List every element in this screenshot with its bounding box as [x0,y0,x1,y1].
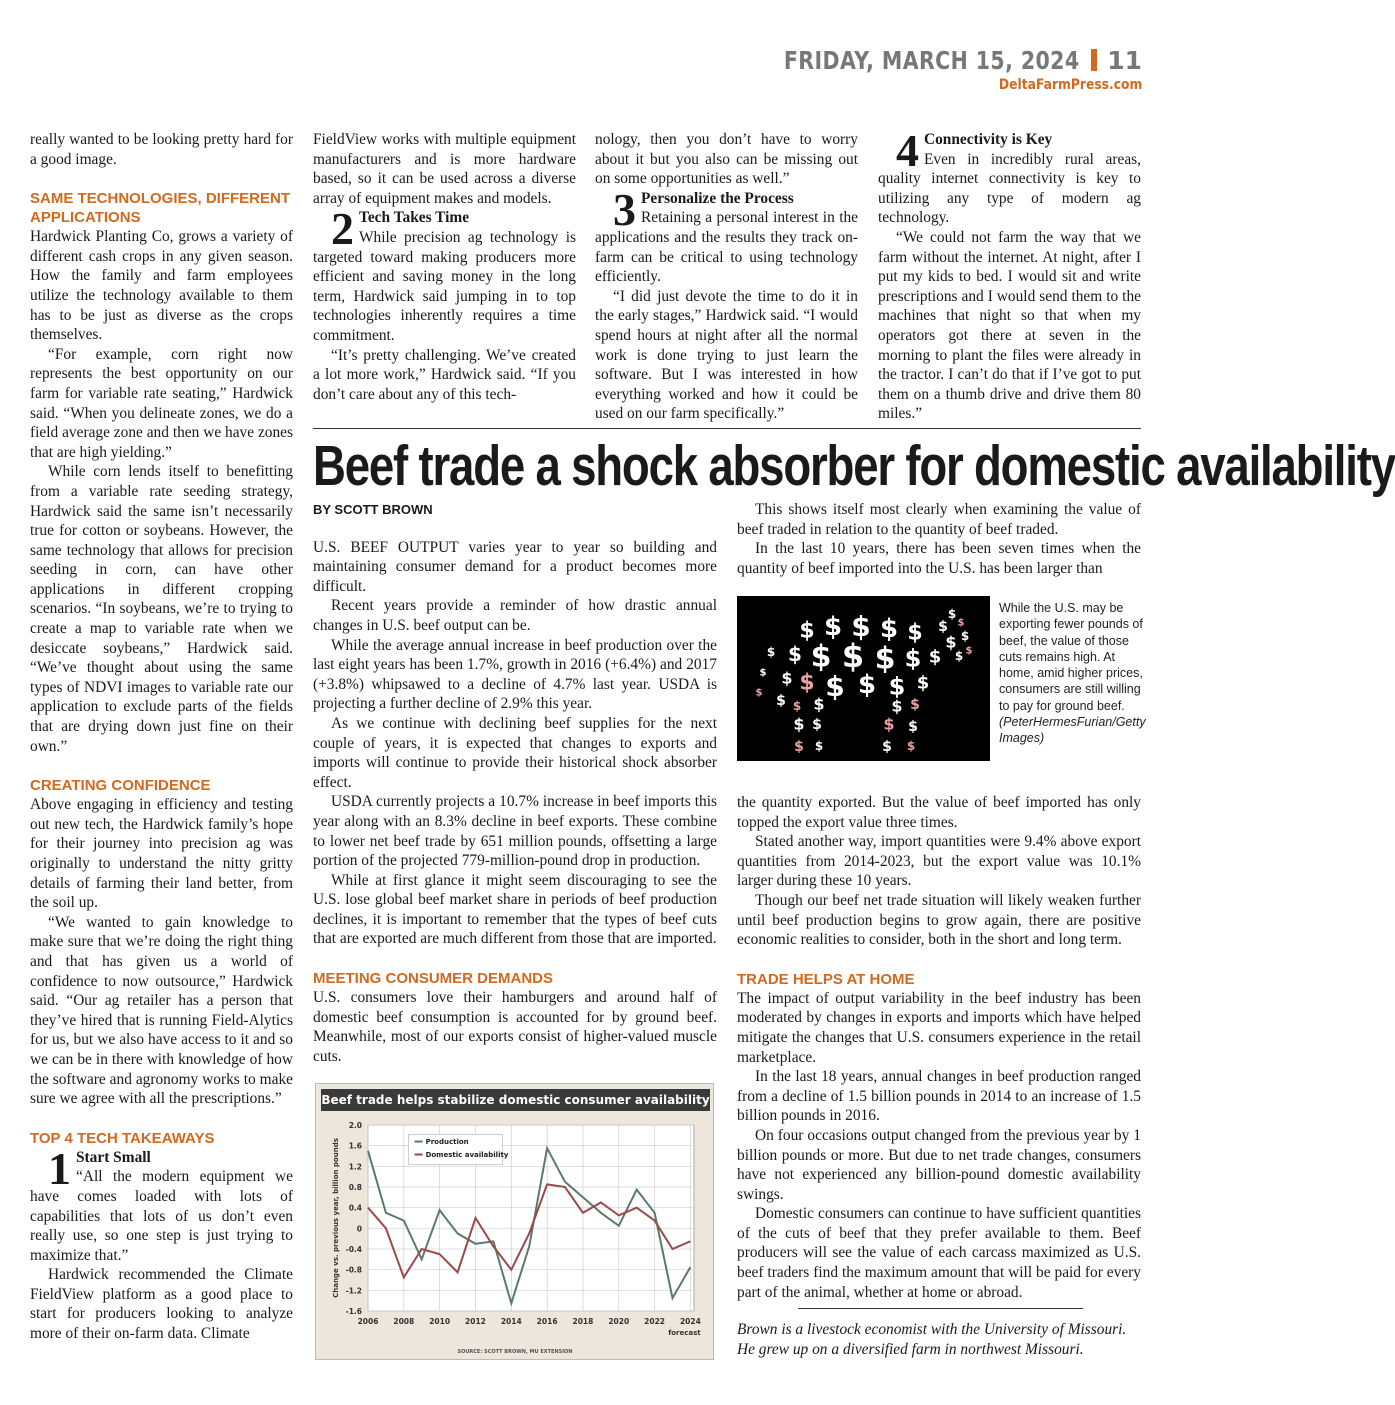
dollar-sign-icon: $ [954,649,964,664]
article-column-right [737,793,1141,1302]
dollar-sign-icon: $ [904,644,922,673]
dollar-sign-icon: $ [891,696,903,716]
dollar-sign-icon: $ [888,672,906,701]
section-heading: TOP 4 TECH TAKEAWAYS [30,1129,215,1147]
dollar-sign-icon: $ [957,617,965,629]
takeaway-2 [313,203,576,345]
takeaway-number: 4 [896,125,919,176]
column-3 [595,130,858,424]
y-tick-label: 0.8 [348,1183,362,1192]
takeaway-title: Start Small [76,1148,151,1166]
y-tick-label: -1.6 [345,1307,362,1316]
paragraph: “We could not farm the way that we farm without the internet. At night, after I put my kids to bed. I would sit and write prescriptions and I would send them to the machines that night so that when my operators got there at seven in the morning to plant the files were already in the tractor. I can’t do that if I’ve got to put them on a thumb drive and drive them 80 miles.” [878,228,1141,423]
dollar-sign-icon: $ [825,669,845,703]
dollar-sign-icon: $ [882,738,892,755]
paragraph: the quantity exported. But the value of beef imported has only topped the export value three times. [737,794,1141,831]
chart-source: SOURCE: SCOTT BROWN, MU EXTENSION [457,1349,573,1355]
section-heading: SAME TECHNOLOGIES, DIFFERENT APPLICATIONS [30,190,291,227]
dollar-sign-icon: $ [938,618,948,635]
dollar-sign-icon: $ [812,716,822,733]
article-column-left [313,500,717,1066]
chart-plot [316,1111,715,1361]
column-2 [313,130,576,404]
takeaway-1 [30,1142,293,1266]
x-tick-label: 2022 [644,1317,666,1326]
y-tick-label: -0.8 [345,1265,362,1275]
dollar-sign-icon: $ [910,696,920,713]
column-1 [30,130,293,1344]
photo-credit: (PeterHermesFurian/Getty Images) [999,715,1146,746]
paragraph: Though our beef net trade situation will likely weaken further until beef production begins to grow again, there are positive economic realities to consider, both in the short and long term. [737,891,1141,949]
dollar-sign-icon: $ [965,645,973,657]
paragraph: In the last 10 years, there has been seven times when the quantity of beef imported into the U.S. has been larger than [737,540,1141,577]
paragraph: While corn lends itself to benefitting from a variable rate seeding strategy, Hardwick said the same isn’t necessarily true for cotton or soybeans. However, the same technology that allows for precision seeding in corn, can have other applications in different cropping scenarios. “In soybeans, we’re to trying to create a map to variable rate when we desiccate soybeans,” Hardwick said. “We’ve thought about using the same types of NDVI images to variable rate our application to exclude parts of the fields that are drying down just fine on their own.” [30,463,293,755]
article-column-right-top [737,500,1141,578]
takeaway-number: 1 [48,1142,71,1194]
x-tick-label: 2006 [357,1317,379,1326]
paragraph: “It’s pretty challenging. We’ve created a lot more work,” Hardwick said. “If you don’t care about any of this tech- [313,346,576,403]
author-bio: Brown is a livestock economist with the University of Missouri. He grew up on a diversified farm in northwest Missouri. [737,1321,1127,1358]
dollar-sign-icon: $ [781,668,793,688]
takeaway-title: Tech Takes Time [359,209,470,227]
x-tick-label: 2014 [500,1317,522,1326]
section-heading: TRADE HELPS AT HOME [737,970,915,988]
dollar-sign-icon: $ [879,614,899,645]
section-heading: CREATING CONFIDENCE [30,777,211,795]
takeaway-text: Even in incredibly rural areas, quality internet connectivity is key to utilizing any type of modern ag technology. [878,150,1141,227]
paragraph: Domestic consumers can continue to have sufficient quantities of the cuts of beef that they prefer available to them. Beef producers will see the value of each carcass maximized as U.S. beef traders find the maximum amount that will be paid for every part of the animal, whether at home or abroad. [737,1205,1141,1301]
dollar-sign-icon: $ [841,637,865,676]
y-axis-label: Change vs. previous year, billion pounds [332,1138,340,1298]
issue-date: FRIDAY, MARCH 15, 2024 [783,46,1080,75]
dollar-sign-icon: $ [793,714,805,734]
dollar-sign-icon: $ [908,718,918,735]
dollar-sign-icon: $ [906,739,916,754]
dollar-sign-icon: $ [813,694,825,714]
takeaway-title: Connectivity is Key [924,131,1053,148]
paragraph: “We wanted to gain knowledge to make sure that we’re doing the right thing and that has given us a world of confidence to now outsource,” Hardwick said. “Our ag retailer has a person that they’ve hired that is running Field-Alytics for us, but we also have access to it and so we can be in there with knowledge of how the software and agronomy works to make sure we agree with all the prescriptions.” [30,913,293,1108]
x-tick-label: 2012 [465,1317,486,1326]
paragraph: As we continue with declining beef supplies for the next couple of years, it is expected that changes to exports and imports will continue to provide their historical shock absorber effect. [313,714,717,791]
paragraph: U.S. consumers love their hamburgers and around half of domestic beef consumption is accounted for by ground beef. Meanwhile, most of our exports consist of higher-valued muscle cuts. [313,989,717,1065]
y-tick-label: 0.4 [348,1203,362,1213]
dollar-sign-icon: $ [814,739,824,754]
dollar-sign-icon: $ [916,672,930,694]
paragraph: On four occasions output changed from the previous year by 1 billion pounds or more. But due to net trade changes, consumers have not experienced any billion-pound domestic availability swings. [737,1126,1141,1203]
article-headline: Beef trade a shock absorber for domestic availability [313,434,1395,498]
dollar-sign-icon: $ [759,667,767,679]
paragraph: While the average annual increase in beef production over the last eight years has been 1.7%, growth in 2016 (+6.4%) and 2017 (+3.8%) whipsawed to a decline of 4.7% last year. USDA is projecting a further decline of 2.9% this year. [313,636,717,713]
paragraph: Hardwick Planting Co, grows a variety of different cash crops in any given season. How the family and farm employees utilize the technology available to them has to be just as diverse as the crops themselves. [30,228,293,344]
dollar-sign-icon: $ [960,629,970,644]
takeaway-text: “All the modern equipment we have comes loaded with lots of capabilities that lots of us don’t even really use, so one step is just trying to maximize that.” [30,1168,293,1264]
dollar-sign-icon: $ [857,670,877,701]
x-tick-label: 2008 [393,1317,415,1326]
dollar-sign-icon: $ [810,639,832,675]
x-tick-label: 2024 [679,1317,701,1326]
takeaway-text: While precision ag technology is targeted toward making producers more efficient and saving money in the long term, Hardwick said jumping in to top technologies inherently requires a time commitment. [313,228,576,344]
dollar-sign-icon: $ [799,618,815,644]
paragraph: USDA currently projects a 10.7% increase in beef imports this year along with an 8.3% decline in beef exports. These combine to lower net beef trade by 651 million pounds, offsetting a large portion of the projected 779-million-pound drop in production. [313,793,717,870]
paragraph: In the last 18 years, annual changes in beef production ranged from a decline of 1.5 billion pounds in 2014 to an increase of 1.5 billion pounds in 2016. [737,1068,1141,1125]
dollar-sign-icon: $ [883,714,895,734]
legend-label: Domestic availability [425,1151,509,1160]
paragraph: Recent years provide a reminder of how drastic annual changes in U.S. beef output can be. [313,597,717,634]
takeaway-title: Personalize the Process [641,189,794,207]
dollar-sign-icon: $ [776,692,786,709]
site-link[interactable]: DeltaFarmPress.com [998,77,1142,93]
paragraph: U.S. BEEF OUTPUT varies year to year so building and maintaining consumer demand for a product becomes more difficult. [313,538,717,595]
takeaway-number: 3 [613,183,636,235]
takeaway-text: Retaining a personal interest in the applications and the results they track on-farm can be critical to using technology efficiently. [595,209,858,286]
photo-caption [999,600,1144,747]
paragraph: Stated another way, import quantities were 9.4% above export quantities from 2014-2023, but the export value was 10.1% larger during these 10 years. [737,833,1141,890]
caption-text: While the U.S. may be exporting fewer pounds of beef, the value of those cuts remains high. At home, amid higher prices, consumers are still willing to pay for ground beef. [999,601,1143,713]
paragraph: This shows itself most clearly when examining the value of beef traded in relation to the quantity of beef traded. [737,501,1141,538]
dollar-sign-icon: $ [788,642,802,666]
header-divider [1091,49,1097,71]
page-header [719,46,1142,93]
dollar-sign-icon: $ [792,699,802,714]
dollar-sign-icon: $ [874,641,896,677]
byline: BY SCOTT BROWN [313,502,433,517]
x-tick-label: 2016 [536,1317,558,1326]
forecast-label: forecast [668,1329,701,1337]
paragraph: While at first glance it might seem discouraging to see the U.S. lose global beef market share in periods of beef production declines, it is important to remember that the types of beef cuts that are exported are much different from those that are imported. [313,871,717,948]
y-tick-label: -0.4 [345,1245,362,1254]
dollar-sign-icon: $ [755,687,763,699]
paragraph: FieldView works with multiple equipment manufacturers and is more hardware based, so it can be used across a diverse array of equipment makes and models. [313,131,576,207]
column-4 [878,125,1141,424]
paragraph: Above engaging in efficiency and testing out new tech, the Hardwick family’s hope for their journey into precision ag was originally to understand the nitty gritty details of farming their land better, from the soil up. [30,796,293,912]
legend-label: Production [425,1138,469,1147]
cow-dollar-illustration [737,596,990,761]
y-tick-label: 2.0 [348,1121,362,1130]
paragraph: The impact of output variability in the beef industry has been moderated by changes in exports and imports which have helped mitigate the changes that U.S. consumers experience in the retail marketplace. [737,989,1141,1066]
paragraph: nology, then you don’t have to worry about it but you also can be missing out on some opportunities as well.” [595,131,858,188]
dollar-sign-icon: $ [851,609,871,643]
x-tick-label: 2020 [608,1317,630,1326]
dollar-sign-icon: $ [794,738,804,755]
dollar-sign-icon: $ [907,620,923,646]
chart-title: Beef trade helps stabilize domestic consumer availability [321,1089,710,1111]
dollar-sign-icon: $ [766,645,776,660]
dollar-sign-icon: $ [947,607,957,622]
takeaway-4 [878,125,1141,228]
signature-divider [798,1308,1083,1309]
cow-dollar-photo [737,596,990,761]
takeaway-number: 2 [331,203,354,255]
dollar-sign-icon: $ [928,646,942,668]
y-tick-label: 1.2 [348,1162,362,1172]
dollar-sign-icon: $ [823,612,843,643]
paragraph: “I did just devote the time to do it in the early stages,” Hardwick said. “I would spend hours at night after all the normal work is done trying to just learn the software. But I was interested in how everything worked and how it could be used on our farm specifically.” [595,287,858,423]
page-number: 11 [1107,46,1142,75]
dollar-sign-icon: $ [799,670,815,696]
paragraph: Hardwick recommended the Climate FieldView platform as a good place to start for producers looking to analyze more of their on-farm data. Climate [30,1266,293,1343]
y-tick-label: -1.2 [345,1286,362,1296]
dollar-sign-icon: $ [945,632,957,652]
x-tick-label: 2010 [429,1317,451,1326]
paragraph: “For example, corn right now represents the best opportunity on our farm for variable rate seating,” Hardwick said. “When you delineate zones, we do a field average zone and then we have zones that are high yielding.” [30,345,293,461]
section-heading: MEETING CONSUMER DEMANDS [313,970,554,988]
beef-trade-chart [315,1083,714,1360]
takeaway-3 [595,183,858,287]
article-divider [313,428,1141,429]
y-tick-label: 1.6 [348,1141,362,1151]
paragraph: really wanted to be looking pretty hard for a good image. [30,131,293,168]
x-tick-label: 2018 [572,1317,594,1326]
y-tick-label: 0 [356,1224,362,1234]
